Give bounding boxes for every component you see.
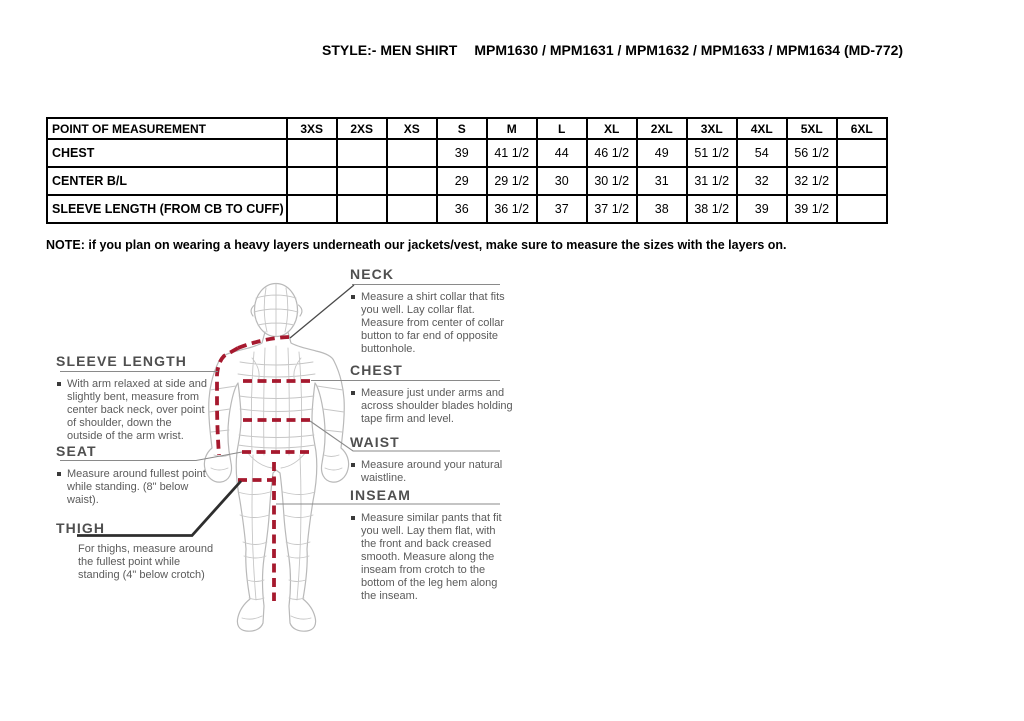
row-label: CHEST bbox=[47, 139, 287, 167]
sleeve-measure-line bbox=[217, 348, 238, 455]
neck-instructions: Measure a shirt collar that fits you well. Lay collar flat. Measure from center of collar button to far end of opposite buttonhole. bbox=[361, 291, 505, 355]
table-row bbox=[47, 167, 887, 195]
wireframe-mesh bbox=[209, 284, 344, 619]
section-inseam bbox=[350, 487, 513, 603]
size-cell bbox=[837, 139, 887, 167]
sleeve-length-instructions: With arm relaxed at side and slightly bent, measure from center back neck, over point of shoulder, down the outside of the arm wrist. bbox=[67, 378, 208, 442]
size-cell bbox=[337, 139, 387, 167]
size-cell: 44 bbox=[537, 139, 587, 167]
size-cell: 46 1/2 bbox=[587, 139, 637, 167]
sleeve-length-heading: SLEEVE LENGTH bbox=[56, 353, 187, 369]
col-header: POINT OF MEASUREMENT bbox=[47, 118, 287, 139]
size-cell: 29 1/2 bbox=[487, 167, 537, 195]
list-item bbox=[56, 378, 207, 443]
chest-instructions: Measure just under arms and across shoulder blades holding tape firm and level. bbox=[361, 387, 513, 425]
col-header: 4XL bbox=[737, 118, 787, 139]
thigh-instructions: For thighs, measure around the fullest point while standing (4" below crotch) bbox=[78, 543, 214, 581]
seat-instructions: Measure around fullest point while standing. (8" below waist). bbox=[67, 468, 206, 506]
bullet-square-icon bbox=[57, 472, 61, 476]
size-cell bbox=[287, 167, 337, 195]
bullet-square-icon bbox=[57, 382, 61, 386]
seat-heading: SEAT bbox=[56, 443, 97, 459]
inseam-instructions: Measure similar pants that fit you well. Lay them flat, with the front and back creased smooth. Measure along the inseam from crotch to the bottom of the leg hem along the inseam. bbox=[361, 512, 502, 602]
chest-heading: CHEST bbox=[350, 362, 403, 378]
size-cell bbox=[837, 167, 887, 195]
section-chest bbox=[350, 362, 513, 426]
col-header: M bbox=[487, 118, 537, 139]
style-label: STYLE:- MEN SHIRT bbox=[322, 42, 458, 58]
col-header: 5XL bbox=[787, 118, 837, 139]
neck-heading: NECK bbox=[350, 266, 395, 282]
bullet-square-icon bbox=[351, 516, 355, 520]
size-cell: 32 bbox=[737, 167, 787, 195]
col-header: 2XL bbox=[637, 118, 687, 139]
size-cell: 38 1/2 bbox=[687, 195, 737, 223]
list-item bbox=[350, 291, 513, 356]
section-neck bbox=[350, 266, 513, 356]
bullet-square-icon bbox=[351, 463, 355, 467]
col-header: 6XL bbox=[837, 118, 887, 139]
size-cell: 41 1/2 bbox=[487, 139, 537, 167]
size-cell: 29 bbox=[437, 167, 487, 195]
section-thigh bbox=[56, 520, 223, 582]
col-header: L bbox=[537, 118, 587, 139]
size-cell: 37 bbox=[537, 195, 587, 223]
bullet-square-icon bbox=[351, 391, 355, 395]
size-cell bbox=[837, 195, 887, 223]
size-cell: 31 1/2 bbox=[687, 167, 737, 195]
size-cell bbox=[287, 139, 337, 167]
section-seat bbox=[56, 443, 207, 507]
list-item bbox=[350, 387, 513, 426]
size-cell: 51 1/2 bbox=[687, 139, 737, 167]
size-cell: 36 bbox=[437, 195, 487, 223]
size-cell: 37 1/2 bbox=[587, 195, 637, 223]
table-row bbox=[47, 195, 887, 223]
table-header-row bbox=[47, 118, 887, 139]
size-cell: 30 bbox=[537, 167, 587, 195]
size-cell: 39 bbox=[437, 139, 487, 167]
size-cell: 39 bbox=[737, 195, 787, 223]
document-title bbox=[322, 42, 903, 58]
collar-measure-line bbox=[238, 337, 289, 348]
size-cell bbox=[337, 195, 387, 223]
size-cell: 49 bbox=[637, 139, 687, 167]
col-header: 3XL bbox=[687, 118, 737, 139]
size-cell: 30 1/2 bbox=[587, 167, 637, 195]
body-wireframe-figure bbox=[204, 284, 348, 632]
col-header: S bbox=[437, 118, 487, 139]
table-row bbox=[47, 139, 887, 167]
size-cell bbox=[337, 167, 387, 195]
size-cell: 38 bbox=[637, 195, 687, 223]
col-header: 2XS bbox=[337, 118, 387, 139]
col-header: XL bbox=[587, 118, 637, 139]
size-cell: 32 1/2 bbox=[787, 167, 837, 195]
size-cell: 39 1/2 bbox=[787, 195, 837, 223]
bullet-square-icon bbox=[351, 295, 355, 299]
waist-instructions: Measure around your natural waistline. bbox=[361, 459, 503, 484]
size-cell bbox=[387, 139, 437, 167]
size-cell: 36 1/2 bbox=[487, 195, 537, 223]
size-cell bbox=[287, 195, 337, 223]
col-header: 3XS bbox=[287, 118, 337, 139]
section-waist bbox=[350, 434, 513, 485]
list-item bbox=[56, 468, 207, 507]
col-header: XS bbox=[387, 118, 437, 139]
size-table bbox=[46, 117, 888, 224]
size-cell bbox=[387, 195, 437, 223]
size-cell bbox=[387, 167, 437, 195]
inseam-heading: INSEAM bbox=[350, 487, 412, 503]
waist-heading: WAIST bbox=[350, 434, 400, 450]
note-text: NOTE: if you plan on wearing a heavy layers underneath our jackets/vest, make sure to measure the sizes with the layers on. bbox=[46, 238, 787, 252]
row-label: SLEEVE LENGTH (FROM CB TO CUFF) bbox=[47, 195, 287, 223]
style-codes: MPM1630 / MPM1631 / MPM1632 / MPM1633 / MPM1634 (MD-772) bbox=[474, 42, 904, 58]
list-item bbox=[350, 459, 513, 485]
size-cell: 56 1/2 bbox=[787, 139, 837, 167]
section-sleeve-length bbox=[56, 353, 207, 443]
row-label: CENTER B/L bbox=[47, 167, 287, 195]
size-cell: 54 bbox=[737, 139, 787, 167]
thigh-heading: THIGH bbox=[56, 520, 106, 536]
size-cell: 31 bbox=[637, 167, 687, 195]
list-item bbox=[350, 512, 513, 603]
neck-leader-line bbox=[290, 285, 354, 338]
